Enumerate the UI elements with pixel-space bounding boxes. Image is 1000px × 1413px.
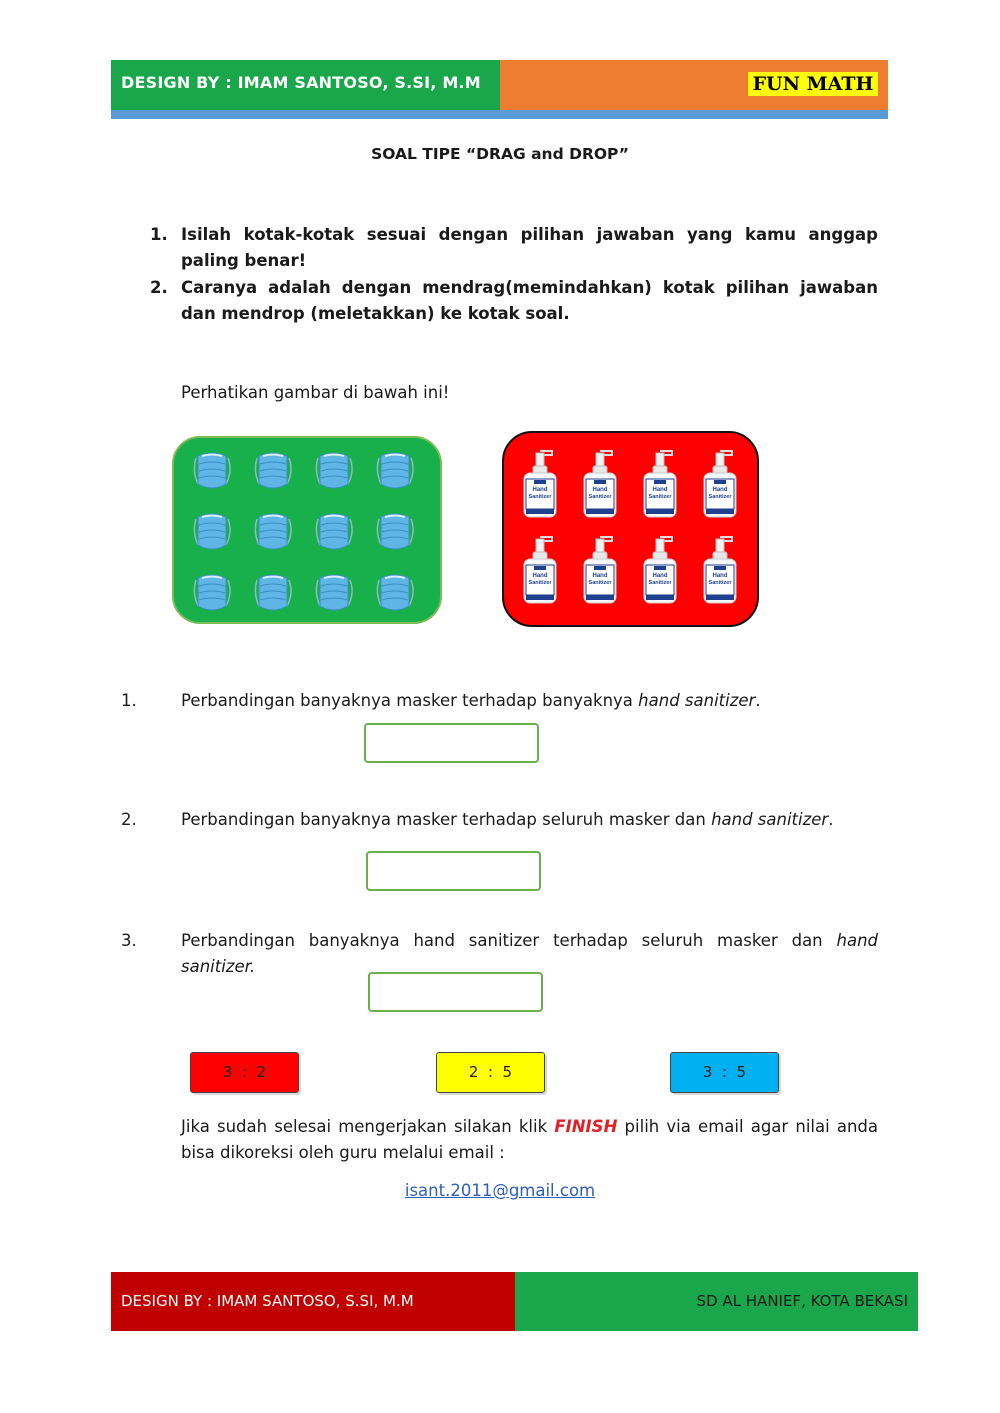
finish-text-before: Jika sudah selesai mengerjakan silakan klik — [181, 1117, 555, 1136]
mask-panel — [172, 436, 442, 624]
question-italic: hand sanitizer — [638, 691, 756, 710]
mask-icon — [190, 448, 234, 494]
hand-sanitizer-icon — [580, 535, 620, 605]
mask-icon — [251, 570, 295, 616]
bottle-label-1: Hand — [592, 487, 608, 493]
hand-sanitizer-icon — [640, 449, 680, 519]
bottle-label-1: Hand — [712, 573, 728, 579]
question-text: Perbandingan banyaknya masker terhadap banyaknya — [181, 691, 639, 710]
email-row — [0, 1181, 1000, 1200]
mask-icon — [373, 448, 417, 494]
hand-sanitizer-icon — [700, 535, 740, 605]
hand-sanitizer-icon — [640, 535, 680, 605]
instruction-number: 1. — [150, 225, 168, 244]
mask-icon — [190, 570, 234, 616]
mask-icon — [251, 448, 295, 494]
header-divider — [111, 110, 888, 119]
bottle-label-2: Sanitizer — [528, 580, 552, 586]
instruction-number: 2. — [150, 278, 168, 297]
answer-chip-2[interactable]: 2 : 5 — [436, 1052, 545, 1093]
page-title: SOAL TIPE “DRAG and DROP” — [371, 145, 629, 163]
answer-chip-3[interactable]: 3 : 5 — [670, 1052, 779, 1093]
bottle-label-1: Hand — [532, 487, 548, 493]
answer-dropzone-3[interactable] — [368, 972, 543, 1012]
answer-dropzone-1[interactable] — [364, 723, 539, 763]
question-2 — [121, 807, 878, 833]
hand-sanitizer-icon — [700, 449, 740, 519]
hand-sanitizer-icon — [520, 449, 560, 519]
mask-icon — [312, 448, 356, 494]
finish-note — [181, 1114, 878, 1166]
mask-icon — [373, 509, 417, 555]
finish-text-after: pilih via email agar nilai anda bisa dikoreksi oleh guru melalui email : — [181, 1117, 879, 1162]
bottle-label-2: Sanitizer — [708, 580, 732, 586]
bottle-label-1: Hand — [712, 487, 728, 493]
instruction-text: Isilah kotak-kotak sesuai dengan pilihan jawaban yang kamu anggap paling benar! — [181, 225, 878, 270]
hand-sanitizer-icon — [520, 535, 560, 605]
question-text: Perbandingan banyaknya hand sanitizer terhadap seluruh masker dan — [181, 931, 837, 950]
mask-icon — [190, 509, 234, 555]
instruction-2 — [150, 275, 878, 327]
question-1 — [121, 688, 878, 714]
bottle-label-1: Hand — [652, 573, 668, 579]
question-italic: hand sanitizer. — [181, 931, 878, 976]
bottle-label-1: Hand — [592, 573, 608, 579]
bottle-label-2: Sanitizer — [588, 494, 612, 500]
question-text: Perbandingan banyaknya masker terhadap seluruh masker dan — [181, 810, 712, 829]
mask-icon — [251, 509, 295, 555]
bottle-label-1: Hand — [532, 573, 548, 579]
fun-math-badge: FUN MATH — [748, 72, 878, 96]
instruction-1 — [150, 222, 878, 274]
bottle-label-1: Hand — [652, 487, 668, 493]
bottle-label-2: Sanitizer — [708, 494, 732, 500]
email-link[interactable]: isant.2011@gmail.com — [404, 1181, 596, 1200]
mask-icon — [312, 509, 356, 555]
question-end: . — [755, 691, 761, 710]
instruction-text: Caranya adalah dengan mendrag(memindahkan) kotak pilihan jawaban dan mendrop (meletakkan) ke kotak soal. — [181, 278, 878, 323]
bottle-label-2: Sanitizer — [648, 494, 672, 500]
hand-sanitizer-icon — [580, 449, 620, 519]
observe-prompt: Perhatikan gambar di bawah ini! — [181, 383, 450, 402]
header-designer: DESIGN BY : IMAM SANTOSO, S.SI, M.M — [121, 73, 481, 92]
answer-dropzone-2[interactable] — [366, 851, 541, 891]
bottle-label-2: Sanitizer — [648, 580, 672, 586]
answer-chip-1[interactable]: 3 : 2 — [190, 1052, 299, 1093]
footer-designer: DESIGN BY : IMAM SANTOSO, S.SI, M.M — [121, 1292, 414, 1310]
bottle-label-2: Sanitizer — [528, 494, 552, 500]
sanitizer-panel — [502, 431, 759, 627]
mask-icon — [373, 570, 417, 616]
finish-keyword: FINISH — [554, 1117, 618, 1136]
question-number: 3. — [121, 931, 137, 950]
question-number: 1. — [121, 691, 137, 710]
mask-icon — [312, 570, 356, 616]
question-number: 2. — [121, 810, 137, 829]
footer-school: SD AL HANIEF, KOTA BEKASI — [696, 1292, 908, 1310]
question-italic: hand sanitizer — [711, 810, 829, 829]
bottle-label-2: Sanitizer — [588, 580, 612, 586]
question-end: . — [828, 810, 834, 829]
